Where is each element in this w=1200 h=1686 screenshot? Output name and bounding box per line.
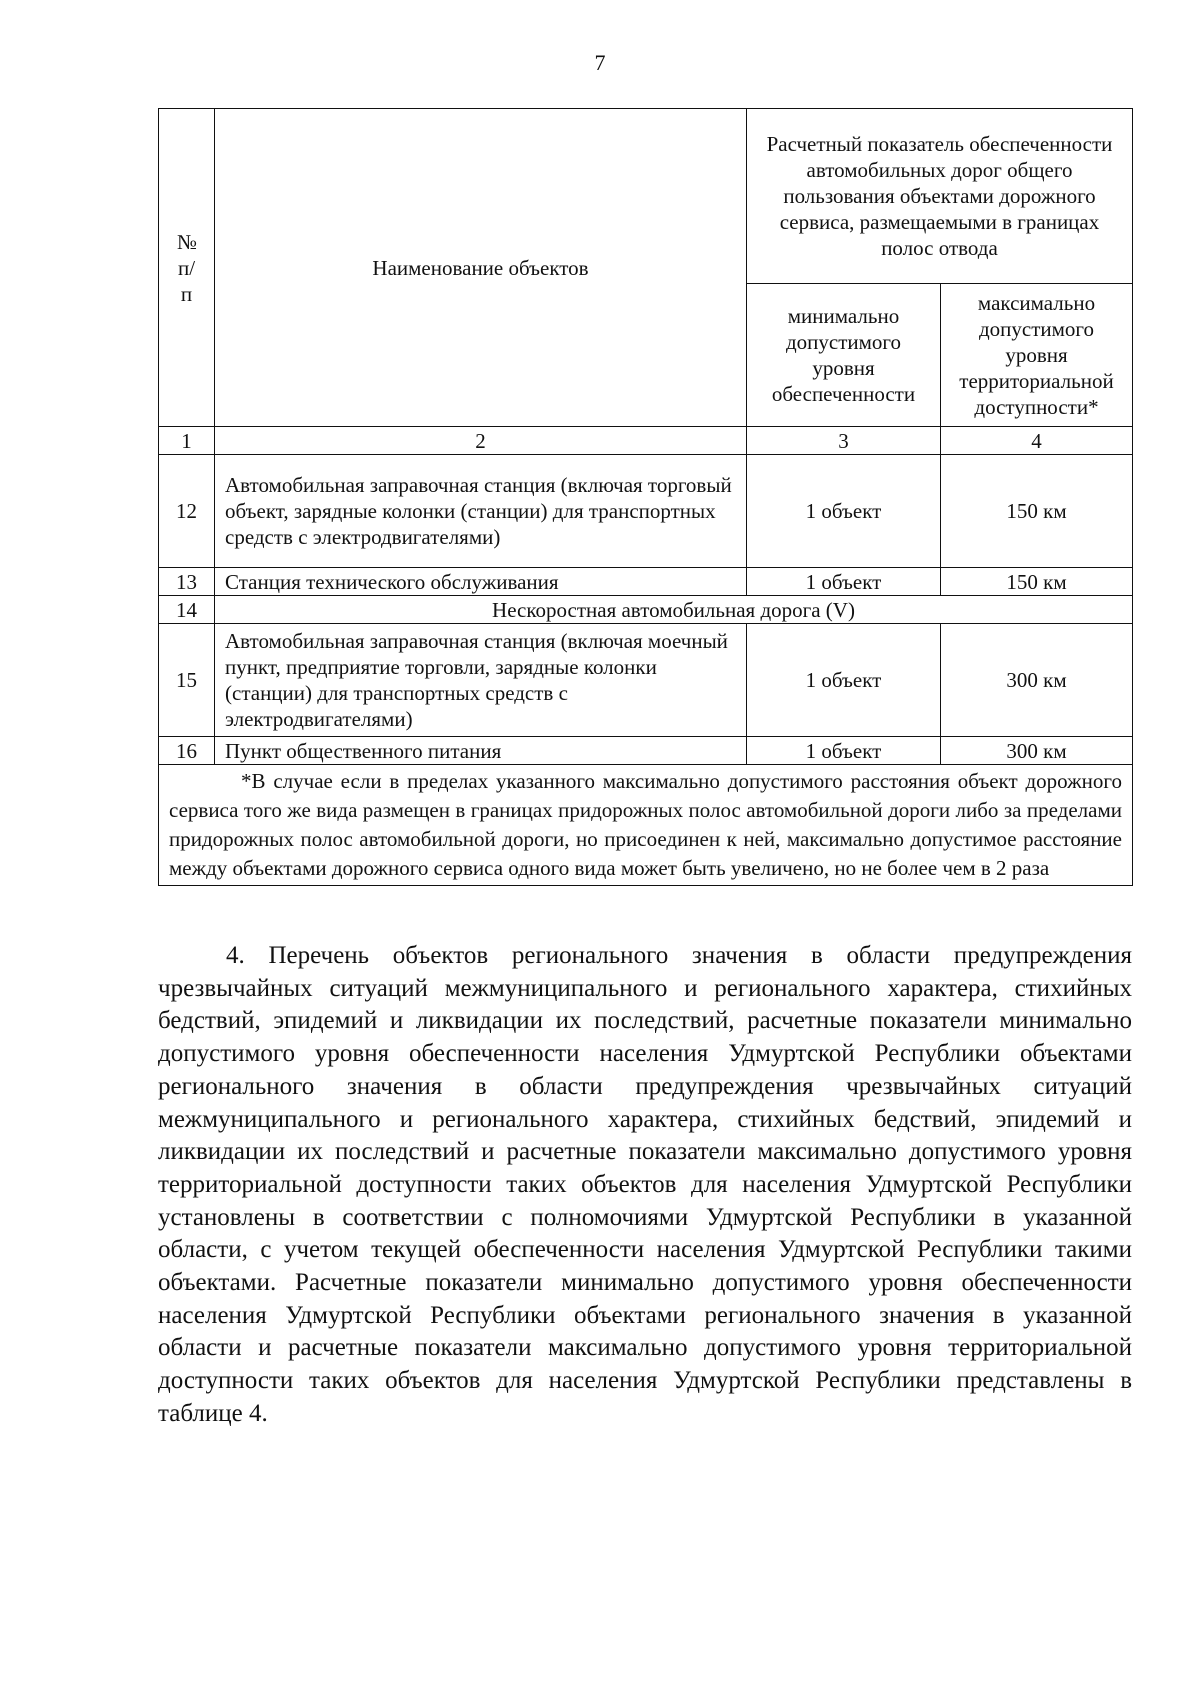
header-min: минимально допустимого уровня обеспеченности — [747, 284, 941, 427]
row-max: 300 км — [941, 737, 1133, 765]
header-group: Расчетный показатель обеспеченности автомобильных дорог общего пользования объектами дорожного сервиса, размещаемыми в границах полос отвода — [747, 109, 1133, 284]
footnote-row — [159, 765, 1133, 886]
row-num: 16 — [159, 737, 215, 765]
row-name: Автомобильная заправочная станция (включая моечный пункт, предприятие торговли, зарядные колонки (станции) для транспортных средств с электродвигателями) — [215, 624, 747, 737]
table-header-row — [159, 109, 1133, 284]
row-min: 1 объект — [747, 624, 941, 737]
row-max: 150 км — [941, 455, 1133, 568]
row-min: 1 объект — [747, 737, 941, 765]
row-num: 14 — [159, 596, 215, 624]
row-min: 1 объект — [747, 568, 941, 596]
col-number: 4 — [941, 427, 1133, 455]
col-number: 2 — [215, 427, 747, 455]
row-name: Пункт общественного питания — [215, 737, 747, 765]
header-max: максимально допустимого уровня территориальной доступности* — [941, 284, 1133, 427]
row-max: 150 км — [941, 568, 1133, 596]
header-name: Наименование объектов — [215, 109, 747, 427]
row-num: 13 — [159, 568, 215, 596]
table-footnote: *В случае если в пределах указанного максимально допустимого расстояния объект дорожного сервиса того же вида размещен в границах придорожных полос автомобильной дороги либо за пределами придорожных полос автомобильной дороги, но присоединен к ней, максимально допустимое расстояние между объектами дорожного сервиса одного вида может быть увеличено, но не более чем в 2 раза — [159, 765, 1133, 886]
section-title: Нескоростная автомобильная дорога (V) — [215, 596, 1133, 624]
section-row — [159, 596, 1133, 624]
row-name: Станция технического обслуживания — [215, 568, 747, 596]
row-num: 15 — [159, 624, 215, 737]
row-name: Автомобильная заправочная станция (включая торговый объект, зарядные колонки (станции) для транспортных средств с электродвигателями) — [215, 455, 747, 568]
table-row — [159, 568, 1133, 596]
header-num: № п/п — [159, 109, 215, 427]
page-number: 7 — [594, 50, 606, 75]
table-row — [159, 737, 1133, 765]
table-row — [159, 624, 1133, 737]
road-service-table — [158, 108, 1133, 886]
row-max: 300 км — [941, 624, 1133, 737]
row-num: 12 — [159, 455, 215, 568]
paragraph-4: 4. Перечень объектов регионального значения в области предупреждения чрезвычайных ситуаций межмуниципального и регионального характера, стихийных бедствий, эпидемий и ликвидации их последствий, расчетные показатели минимально допустимого уровня обеспеченности населения Удмуртской Республики объектами регионального значения в области предупреждения чрезвычайных ситуаций межмуниципального и регионального характера, стихийных бедствий, эпидемий и ликвидации их последствий и расчетные показатели максимально допустимого уровня территориальной доступности таких объектов для населения Удмуртской Республики установлены в соответствии с полномочиями Удмуртской Республики в указанной области, с учетом текущей обеспеченности населения Удмуртской Республики такими объектами. Расчетные показатели минимально допустимого уровня обеспеченности населения Удмуртской Республики объектами регионального значения в указанной области и расчетные показатели максимально допустимого уровня территориальной доступности таких объектов для населения Удмуртской Республики представлены в таблице 4. — [158, 942, 1132, 1427]
table-row — [159, 455, 1133, 568]
col-number: 3 — [747, 427, 941, 455]
row-min: 1 объект — [747, 455, 941, 568]
column-numbers-row — [159, 427, 1133, 455]
col-number: 1 — [159, 427, 215, 455]
